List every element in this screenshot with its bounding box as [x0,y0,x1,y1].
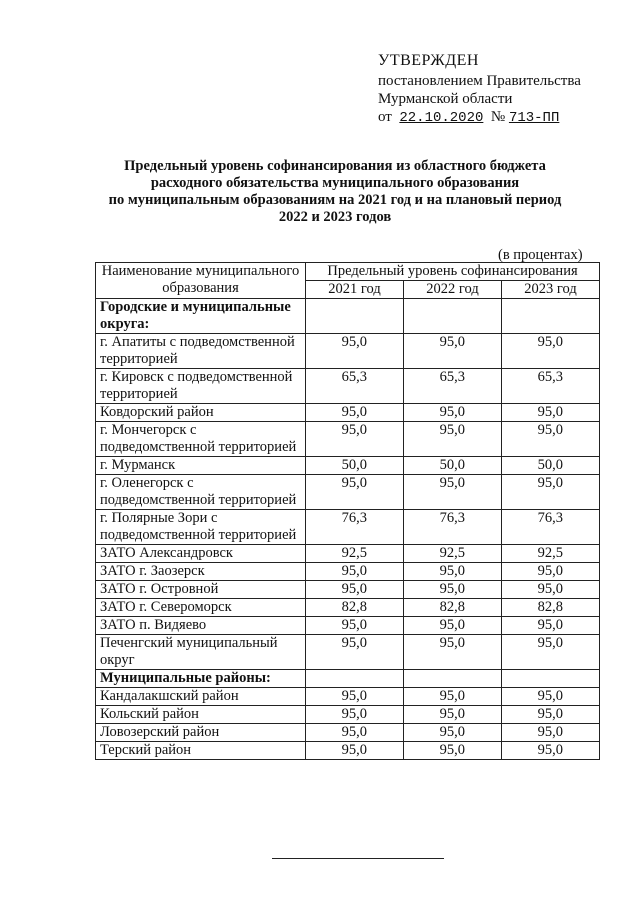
section-row [96,670,600,688]
value-cell: 95,0 [306,563,404,581]
empty-cell [306,670,404,688]
municipality-name: Печенгский муниципальный округ [96,635,306,670]
section-title: Городские и муниципальные округа: [96,299,306,334]
section-row [96,299,600,334]
table-row [96,706,600,724]
value-cell: 95,0 [306,475,404,510]
table-row [96,545,600,563]
value-cell: 92,5 [404,545,502,563]
value-cell: 95,0 [404,706,502,724]
title-line-2: расходного обязательства муниципального образования [150,175,520,191]
municipality-name: Терский район [96,742,306,760]
value-cell: 95,0 [306,688,404,706]
table-row [96,581,600,599]
table-row [96,422,600,457]
empty-cell [404,299,502,334]
value-cell: 95,0 [306,404,404,422]
header-group: Предельный уровень софинансирования [306,263,600,281]
value-cell: 95,0 [306,635,404,670]
value-cell: 95,0 [404,563,502,581]
value-cell: 95,0 [502,475,600,510]
value-cell: 50,0 [404,457,502,475]
table-row [96,617,600,635]
approval-number: 713-ПП [508,110,560,126]
municipality-name: г. Полярные Зори с подведомственной территорией [96,510,306,545]
value-cell: 76,3 [306,510,404,545]
municipality-name: Ловозерский район [96,724,306,742]
municipality-name: ЗАТО г. Заозерск [96,563,306,581]
value-cell: 95,0 [306,742,404,760]
municipality-name: ЗАТО г. Североморск [96,599,306,617]
municipality-name: г. Мончегорск с подведомственной территорией [96,422,306,457]
table-row [96,369,600,404]
value-cell: 95,0 [502,334,600,369]
value-cell: 92,5 [306,545,404,563]
table-body [96,299,600,760]
value-cell: 82,8 [404,599,502,617]
from-label: от [378,109,392,125]
footer-divider [272,858,444,859]
municipality-name: ЗАТО п. Видяево [96,617,306,635]
header-name: Наименование муниципального образования [96,263,306,299]
municipality-name: г. Оленегорск с подведомственной территорией [96,475,306,510]
number-label: № [490,109,506,125]
municipality-name: Ковдорский район [96,404,306,422]
value-cell: 95,0 [502,635,600,670]
value-cell: 95,0 [306,581,404,599]
value-cell: 95,0 [502,563,600,581]
value-cell: 95,0 [404,742,502,760]
value-cell: 95,0 [404,475,502,510]
table-row [96,724,600,742]
header-year-2023: 2023 год [502,281,600,299]
municipality-name: ЗАТО Александровск [96,545,306,563]
empty-cell [502,670,600,688]
value-cell: 95,0 [306,706,404,724]
value-cell: 65,3 [306,369,404,404]
title-line-3: по муниципальным образованиям на 2021 год и на плановый период [108,192,562,208]
document-title [95,158,575,226]
approval-date-line [378,108,581,127]
approval-line-2: Мурманской области [378,91,513,107]
value-cell: 76,3 [502,510,600,545]
value-cell: 95,0 [404,688,502,706]
empty-cell [404,670,502,688]
value-cell: 95,0 [404,581,502,599]
approval-block [378,52,581,127]
value-cell: 50,0 [502,457,600,475]
value-cell: 95,0 [502,742,600,760]
value-cell: 65,3 [502,369,600,404]
value-cell: 95,0 [306,617,404,635]
value-cell: 92,5 [502,545,600,563]
cofinancing-table [95,262,600,760]
table-row [96,404,600,422]
value-cell: 82,8 [502,599,600,617]
value-cell: 95,0 [502,724,600,742]
value-cell: 95,0 [404,334,502,369]
value-cell: 95,0 [306,724,404,742]
table-row [96,475,600,510]
table-row [96,688,600,706]
table-row [96,334,600,369]
value-cell: 65,3 [404,369,502,404]
table-row [96,510,600,545]
value-cell: 50,0 [306,457,404,475]
approval-line-1: постановлением Правительства [378,73,581,89]
municipality-name: Кандалакшский район [96,688,306,706]
value-cell: 95,0 [404,404,502,422]
table-row [96,599,600,617]
table-row [96,563,600,581]
value-cell: 95,0 [306,334,404,369]
value-cell: 95,0 [306,422,404,457]
empty-cell [306,299,404,334]
table-row [96,635,600,670]
value-cell: 95,0 [502,581,600,599]
value-cell: 95,0 [502,617,600,635]
approval-date: 22.10.2020 [399,110,484,126]
value-cell: 95,0 [404,617,502,635]
value-cell: 95,0 [502,688,600,706]
municipality-name: г. Кировск с подведомственной территорией [96,369,306,404]
header-year-2022: 2022 год [404,281,502,299]
value-cell: 95,0 [502,404,600,422]
value-cell: 82,8 [306,599,404,617]
units-note: (в процентах) [498,247,583,263]
approval-heading: УТВЕРЖДЕН [378,52,479,69]
title-line-4: 2022 и 2023 годов [278,209,392,225]
municipality-name: Кольский район [96,706,306,724]
header-year-2021: 2021 год [306,281,404,299]
value-cell: 95,0 [502,706,600,724]
value-cell: 95,0 [404,422,502,457]
value-cell: 76,3 [404,510,502,545]
value-cell: 95,0 [404,635,502,670]
municipality-name: ЗАТО г. Островной [96,581,306,599]
municipality-name: г. Мурманск [96,457,306,475]
title-line-1: Предельный уровень софинансирования из областного бюджета [124,158,546,174]
table-row [96,457,600,475]
municipality-name: г. Апатиты с подведомственной территорией [96,334,306,369]
value-cell: 95,0 [502,422,600,457]
section-title: Муниципальные районы: [96,670,306,688]
empty-cell [502,299,600,334]
value-cell: 95,0 [404,724,502,742]
table-row [96,742,600,760]
